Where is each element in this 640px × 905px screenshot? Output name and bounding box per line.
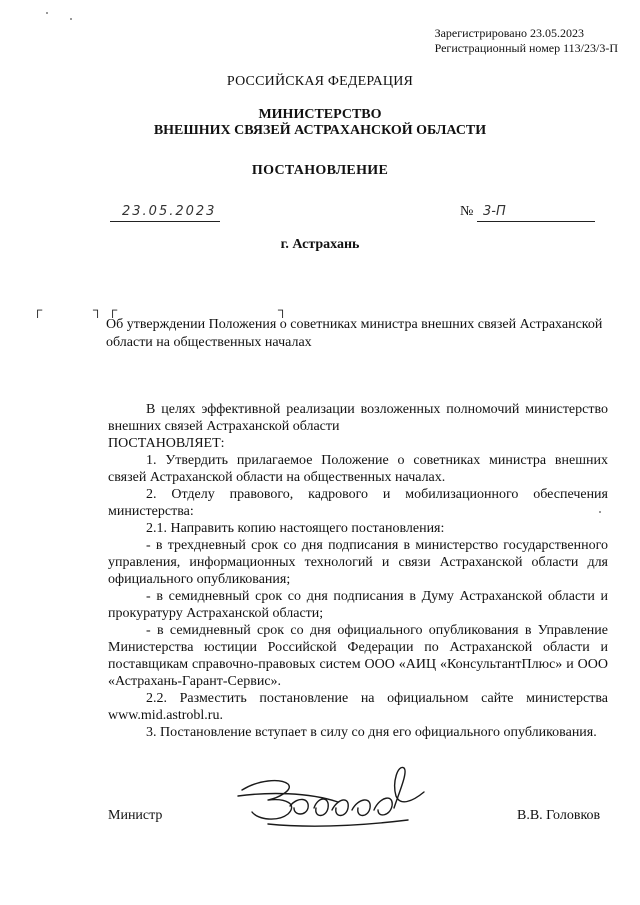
registration-stamp xyxy=(435,26,618,56)
body-item: 3. Постановление вступает в силу со дня его официального опубликования. xyxy=(146,725,597,740)
registration-date: Зарегистрировано 23.05.2023 xyxy=(434,26,584,40)
body-item: - в трехдневный срок со дня подписания в министерство государственного управления, информационных технологий и связи Астраханской области для официального опубликования; xyxy=(108,538,608,587)
body-item: - в семидневный срок со дня официального опубликования в Управление Министерства юстиции Российской Федерации по Астраханской области и поставщикам справочно-правовых систем ООО «АИЦ «КонсультантПлюс» и ООО «Астрахань-Гарант-Сервис». xyxy=(108,623,608,689)
body-item: 2. Отделу правового, кадрового и мобилизационного обеспечения министерства: xyxy=(108,487,608,519)
corner-mark-left: ┌ xyxy=(33,302,43,317)
document-subject: Об утверждении Положения о советниках министра внешних связей Астраханской области на общественных началах xyxy=(106,317,603,350)
ministry-line-1: МИНИСТЕРСТВО xyxy=(258,107,382,122)
scan-speck xyxy=(70,18,72,20)
city: г. Астрахань xyxy=(280,237,360,252)
ministry-heading xyxy=(0,107,640,139)
number-label: № xyxy=(460,204,474,219)
body-item: 2.1. Направить копию настоящего постановления: xyxy=(146,521,445,536)
registration-number: Регистрационный номер 113/23/3-П xyxy=(434,41,618,55)
document-body xyxy=(108,401,608,741)
corner-mark-subject-end: ┐ xyxy=(278,302,288,317)
body-item: 2.2. Разместить постановление на официальном сайте министерства www.mid.astrobl.ru. xyxy=(108,691,608,723)
ministry-line-2: ВНЕШНИХ СВЯЗЕЙ АСТРАХАНСКОЙ ОБЛАСТИ xyxy=(153,123,487,138)
body-item: - в семидневный срок со дня подписания в Думу Астраханской области и прокуратуру Астраханской области; xyxy=(108,589,608,621)
signatory-name: В.В. Головков xyxy=(517,808,601,823)
body-decree: ПОСТАНОВЛЯЕТ: xyxy=(108,436,225,451)
corner-mark-subject-start: ┌ xyxy=(108,302,118,317)
corner-mark-left-end: ┐ xyxy=(93,302,103,317)
handwritten-signature xyxy=(228,762,443,837)
scan-speck xyxy=(46,12,48,14)
country-heading: РОССИЙСКАЯ ФЕДЕРАЦИЯ xyxy=(226,74,414,89)
document-number: 3-П xyxy=(477,204,595,222)
body-intro: В целях эффективной реализации возложенных полномочий министерство внешних связей Астраханской области xyxy=(108,402,608,434)
body-item: 1. Утвердить прилагаемое Положение о советниках министра внешних связей Астраханской области на общественных началах. xyxy=(108,453,608,485)
signatory-position: Министр xyxy=(108,808,163,823)
scan-speck xyxy=(599,511,601,513)
document-type: ПОСТАНОВЛЕНИЕ xyxy=(251,163,389,178)
document-date: 23.05.2023 xyxy=(110,204,220,222)
